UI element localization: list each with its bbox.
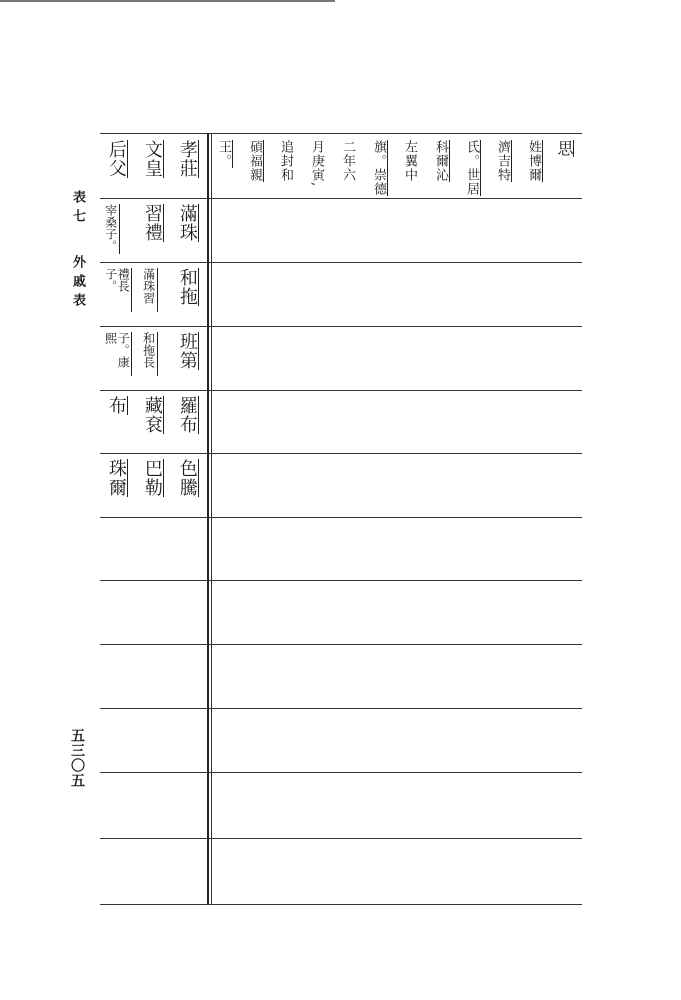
bio-column: 濟吉特 bbox=[495, 140, 510, 182]
row-divider bbox=[100, 262, 582, 263]
row-1-relation: 宰桑子。 bbox=[103, 204, 118, 252]
bio-column: 二年六 bbox=[340, 140, 355, 182]
table-bottom-rule bbox=[100, 904, 582, 905]
bio-column: 氏。世居 bbox=[464, 140, 479, 196]
row-divider bbox=[100, 517, 582, 518]
bio-column: 姓博爾 bbox=[526, 140, 541, 182]
column-divider bbox=[207, 133, 209, 905]
row-divider bbox=[100, 708, 582, 709]
row-divider bbox=[100, 772, 582, 773]
bio-column: 月庚寅, bbox=[309, 140, 324, 188]
row-2-relation: 禮長子。 bbox=[104, 268, 132, 312]
row-0-relation: 后父 bbox=[105, 140, 127, 178]
row-0-name: 孝莊 bbox=[176, 140, 198, 178]
table-label: 表七 bbox=[70, 190, 85, 228]
bio-column: 科爾沁 bbox=[433, 140, 448, 182]
row-4-relation: 布 bbox=[105, 396, 127, 415]
row-1-title: 習禮 bbox=[141, 204, 163, 242]
page-number: 五三〇五 bbox=[69, 728, 85, 788]
row-divider bbox=[100, 644, 582, 645]
row-divider bbox=[100, 838, 582, 839]
row-0-title: 文皇 bbox=[141, 140, 163, 178]
row-5-title: 巴勒 bbox=[141, 459, 163, 497]
row-3-title: 和拖長 bbox=[142, 332, 158, 376]
row-2-title: 滿珠習 bbox=[142, 268, 158, 312]
biography-block bbox=[212, 140, 580, 200]
row-1-name: 滿珠 bbox=[176, 204, 198, 242]
row-2-name: 和拖 bbox=[176, 268, 198, 306]
bio-column: 追封和 bbox=[278, 140, 293, 182]
bio-column: 王。 bbox=[216, 140, 231, 168]
column-divider bbox=[211, 133, 212, 905]
row-divider bbox=[100, 390, 582, 391]
row-3-relation: 子。康熙 bbox=[104, 332, 132, 376]
table-top-rule bbox=[100, 133, 582, 134]
section-label: 外戚表 bbox=[70, 255, 85, 312]
bio-column: 左翼中 bbox=[402, 140, 417, 182]
row-divider bbox=[100, 580, 582, 581]
row-5-name: 色騰 bbox=[176, 459, 198, 497]
row-4-name: 羅布 bbox=[176, 396, 198, 434]
row-5-relation: 珠爾 bbox=[105, 459, 127, 497]
row-divider bbox=[100, 453, 582, 454]
top-rule bbox=[0, 0, 335, 2]
bio-column: 碩福親 bbox=[247, 140, 262, 182]
bio-column: 旗。崇德 bbox=[371, 140, 386, 196]
row-3-name: 班第 bbox=[176, 332, 198, 370]
row-4-title: 藏袞 bbox=[141, 396, 163, 434]
row-divider bbox=[100, 326, 582, 327]
bio-column: 思 bbox=[555, 140, 574, 157]
